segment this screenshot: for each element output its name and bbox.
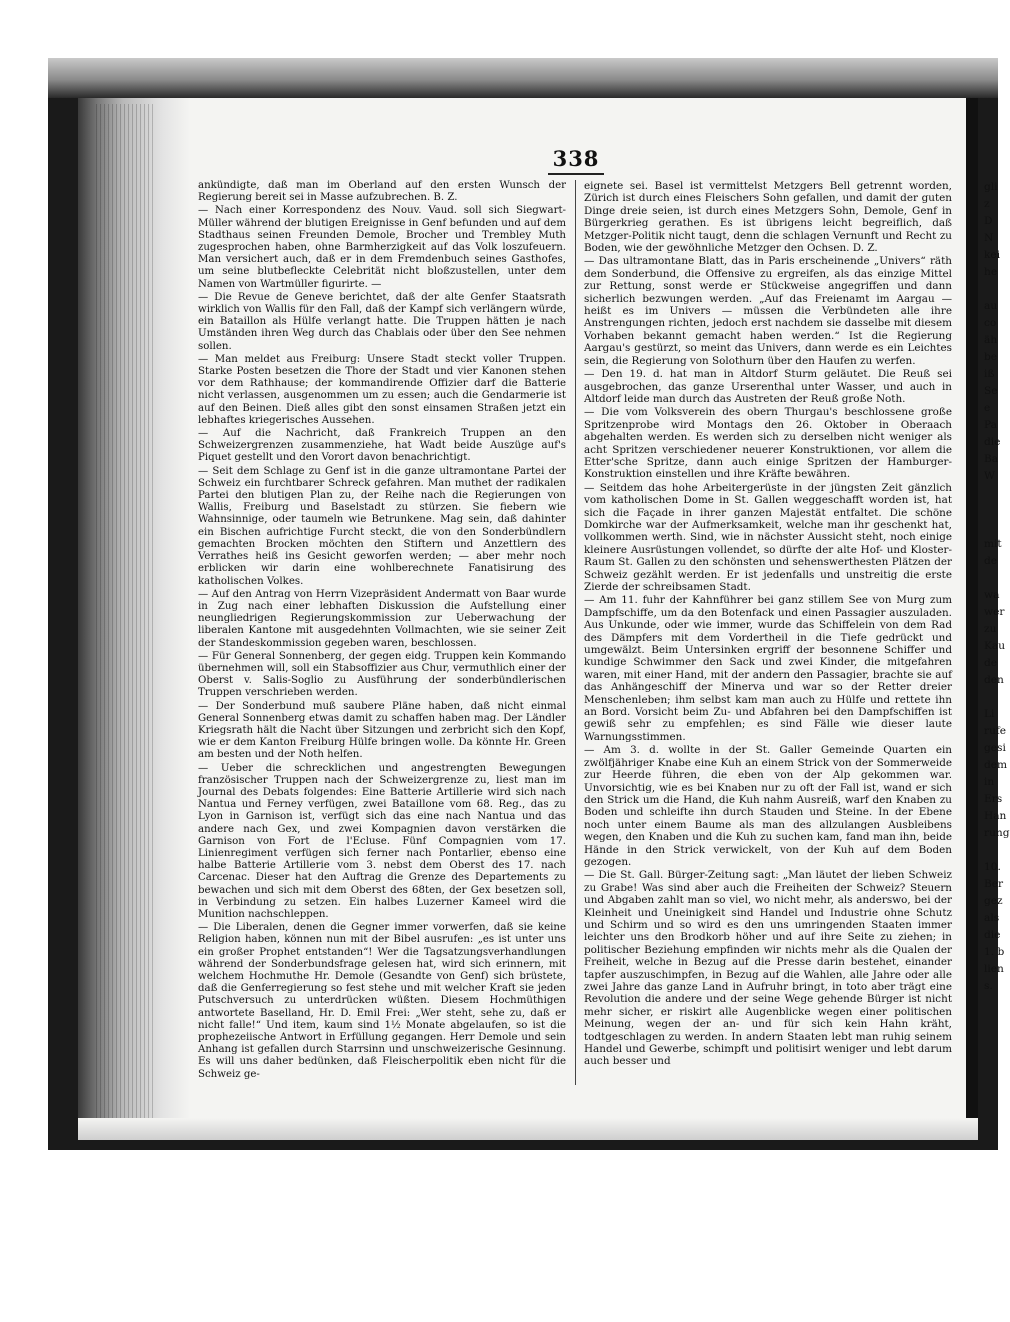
article-paragraph: eignete sei. Basel ist vermittelst Metzgers Bell getrennt worden, Zürich ist durch eines Fleischers Sohn gefallen, und damit der guten Dinge dreie seien, ist durch eines Metzgers Sohn, Demole, Genf in Bürgerkrieg gerathen. Es ist übrigens leicht begreiflich, daß Metzger-Politik nicht taugt, denn die schlagen Vernunft und Recht zu Boden, wie der gewöhnliche Metzger den Ochsen. D. Z.	[584, 180, 952, 255]
fragment-line: die	[984, 929, 1001, 941]
fragment-line: D	[984, 215, 993, 227]
fragment-line: in	[984, 776, 995, 788]
fragment-line: iß	[984, 368, 995, 380]
fragment-line	[984, 503, 1000, 520]
article-paragraph: — Seit dem Schlage zu Genf ist in die ganze ultramontane Partei der Schweiz ein furchtbarer Schreck gefahren. Man muthet der radikalen Partei den blutigen Plan zu, der Reihe nach die Regierungen von Wallis, Freiburg und Baselstadt zu stürzen. Sie fiebern wie Wahnsinnige, oder taumeln wie Betrunkene. Mag sein, daß dahinter ein Bischen aufrichtige Furcht steckt, die von den Sonderbündlern gemachten Brocken möchten den Stiftern und Anzettlern des Verrathes heiß ins Gesicht geworfen werden; — aber mehr noch erblicken wir darin eine wohlberechnete Fanatisirung des katholischen Volkes.	[198, 465, 566, 587]
fragment-line: die	[984, 436, 1001, 448]
fragment-line: äh	[984, 334, 998, 346]
fragment-line: de	[984, 657, 998, 669]
scan-top-strip	[48, 58, 998, 98]
fragment-line: gesi	[984, 742, 1006, 754]
fragment-line: e	[984, 402, 991, 414]
fragment-line: he	[984, 266, 998, 278]
article-paragraph: — Man meldet aus Freiburg: Unsere Stadt steckt voller Truppen. Starke Posten besetzen die Thore der Stadt und vier Kanonen stehen vor dem Rathhause; der kommandirende Offizier darf die Batterie nicht verlassen, ausgenommen um zu essen; auch die Gendarmerie ist auf den Beinen. Dieß alles gibt den sonst einsamen Straßen jetzt ein lebhaftes kriegerisches Aussehen.	[198, 353, 566, 426]
fragment-line: wa	[984, 589, 1000, 601]
fragment-line	[984, 690, 1000, 707]
fragment-line: gli	[984, 181, 998, 193]
page-fold	[966, 98, 978, 1140]
fragment-line	[984, 571, 1000, 588]
page-number-underline	[548, 173, 604, 175]
fragment-line	[984, 486, 1000, 503]
article-paragraph: — Nach einer Korrespondenz des Nouv. Vaud. soll sich Siegwart-Müller während der blutigen Ereignisse in Genf befunden und auf dem Stadthaus seinen Freunden Demole, Brocher und Trembley Muth zugesprochen haben, ohne Barmherzigkeit auf das Volk loszufeuern. Man versichert auch, daß er in dem Fremdenbuch seines Gasthofes, um seine blutbefleckte Celebrität nicht bloßzustellen, unter dem Namen von Wartmüller figurirte. —	[198, 205, 566, 290]
fragment-line: rufe	[984, 725, 1007, 737]
fragment-line	[984, 282, 1000, 299]
fragment-line: Ba	[984, 453, 999, 465]
fragment-line: rung	[984, 827, 1010, 839]
fragment-line: 10.	[984, 861, 1001, 873]
fragment-line: zu	[984, 623, 997, 635]
fragment-line: kei	[984, 249, 1001, 261]
article-paragraph: ankündigte, daß man im Oberland auf den ersten Wunsch der Regierung bereit sei in Masse aufzubrechen. B. Z.	[198, 180, 566, 204]
fragment-line: Ber	[984, 878, 1004, 890]
article-paragraph: — Den 19. d. hat man in Altdorf Sturm geläutet. Die Reuß sei ausgebrochen, das ganze Urserenthal unter Wasser, und auch in Altdorf leide man durch das Austreten der Reuß große Noth.	[584, 368, 952, 405]
fragment-line: den	[984, 674, 1004, 686]
fragment-line: 1. b	[984, 946, 1005, 958]
left-text-column	[198, 180, 566, 1081]
article-paragraph: — Der Sonderbund muß saubere Pläne haben, daß nicht einmal General Sonnenberg etwas damit zu schaffen haben mag. Der Ländler Kriegsrath hält die Nacht über Sitzungen und zerbricht sich den Kopf, wie er dem Kanton Freiburg Hülfe bringen wolle. Da könnte Hr. Green am besten und der Noth helfen.	[198, 700, 566, 761]
fragment-line: Se	[984, 385, 998, 397]
fragment-line: lien	[984, 963, 1004, 975]
page-number: 338	[552, 146, 600, 171]
page-edges	[96, 104, 156, 1134]
fragment-line: mit	[984, 538, 1002, 550]
fragment-line: co	[984, 317, 997, 329]
fragment-line: au	[984, 300, 998, 312]
article-paragraph: — Für General Sonnenberg, der gegen eidg. Truppen kein Kommando übernehmen will, soll ein Stabsoffizier aus Chur, vermuthlich einer der Oberst v. Salis-Soglio zu Ausführung der sonderbündlerischen Truppen verschrieben werden.	[198, 650, 566, 699]
next-page-fragment-column	[984, 180, 1010, 1020]
article-paragraph: — Die vom Volksverein des obern Thurgau's beschlossene große Spritzenprobe wird Montags den 26. Oktober in Oberaach abgehalten werden. Es werden sich zu derselben nicht weniger als acht Spritzen verschiedener neuerer Konstruktionen, vor allem die Etter'sche Spritze, dann auch einige Spritzen der Hamburger-Konstruktion einstellen und ihre Kräfte bewähren.	[584, 406, 952, 481]
fragment-line: N	[984, 232, 994, 244]
fragment-line: W	[984, 470, 995, 482]
fragment-line: z	[984, 198, 990, 210]
fragment-line: Han	[984, 810, 1007, 822]
article-paragraph: — Das ultramontane Blatt, das in Paris erscheinende „Univers“ räth dem Sonderbund, die Offensive zu ergreifen, als das einzige Mittel zur Rettung, sonst werde er Stückweise angegriffen und dann sicherlich bezwungen werden. „Auf das Freienamt im Aargau — heißt es im Univers — müssen die Verbündeten alle ihre Anstrengungen richten, jedoch erst nachdem sie dasselbe mit diesem Vorhaben bekannt gemacht haben werden.“ Ist die Regierung Aargau's gestürzt, so meint das Univers, dann werde es ein Leichtes sein, die Regierung von Solothurn über den Haufen zu werfen.	[584, 255, 952, 367]
article-paragraph: — Am 11. fuhr der Kahnführer bei ganz stillem See von Murg zum Dampfschiffe, um da den Botenfack und einen Passagier auszuladen. Aus Unkunde, oder wie immer, wurde das Schiffelein von dem Rad des Dämpfers mit dem Vordertheil in die Tiefe gedrückt und umgewälzt. Beim Untersinken ergriff der besonnene Schiffer und kundige Schwimmer den Sack und zwei Kinder, die mitgefahren waren, mit einer Hand, mit der andern den Passagier, brachte sie auf das Anhängeschiff der Minerva und war so der Retter dreier Menschenleben; ihm selbst kam man auch zu Hülfe und rettete ihn an Bord. Vorsicht beim Zu- und Abfahren bei den Dampfschiffen ist gewiß sehr zu empfehlen; es sind Fälle wie dieser laute Warnungsstimmen.	[584, 594, 952, 743]
fragment-line	[984, 843, 1000, 860]
fragment-line: de	[984, 555, 998, 567]
article-paragraph: — Ueber die schrecklichen und angestrengten Bewegungen französischer Truppen nach der Schweizergrenze zu, liest man im Journal des Debats folgendes: Eine Batterie Artillerie wird sich nach Nantua und Ferney verfügen, zwei Bataillone vom 68. Reg., das zu Lyon in Garnison ist, verfügt sich das eine nach Nantua und das andere nach Gex, und zwei Kompagnien davon verstärken die Garnison von Fort de l'Ecluse. Fünf Compagnien vom 17. Linienregiment verfügen sich ferner nach Pontarlier, ebenso eine halbe Batterie Artillerie vom 3. nebst dem Oberst des 17. nach Carcenac. Dieser hat den Auftrag die Grenze des Departements zu bewachen und sich mit dem Oberst des 68ten, der Gex besetzen soll, in Verbindung zu setzen. Ein halbes Luzerner Kameel wird die Munition nachschleppen.	[198, 762, 566, 920]
fragment-line: wer	[984, 606, 1005, 618]
article-paragraph: — Auf den Antrag von Herrn Vizepräsident Andermatt von Baar wurde in Zug nach einer lebhaften Diskussion die Aufstellung einer neungliedrigen Regierungskommission zur Ueberwachung der liberalen Kantone mit ausgedehnten Vollmachten, wie sie seiner Zeit der Standeskommission gegeben waren, beschlossen.	[198, 588, 566, 649]
fragment-line: gez	[984, 895, 1003, 907]
column-divider	[575, 180, 576, 1085]
article-paragraph: — Auf die Nachricht, daß Frankreich Truppen an den Schweizergrenzen zusammenziehe, hat Wadt beide Auszüge auf's Piquet gestellt und den Vorort davon benachrichtigt.	[198, 428, 566, 464]
article-paragraph: — Die Liberalen, denen die Gegner immer vorwerfen, daß sie keine Religion haben, können nun mit der Bibel ausrufen: „es ist unter uns ein großer Prophet entstanden“! Wer die Tagsatzungsverhandlungen während der Sonderbundsfrage gelesen hat, wird sich erinnern, mit welchem Hochmuthe Hr. Demole (Gesandte von Genf) sich brüstete, daß die Genferregierung so fest stehe und mit welcher Kraft sie jeden Putschversuch zu unterdrücken wüßten. Diesem Hochmüthigen antwortete Baselland, Hr. D. Emil Frei: „Wer steht, sehe zu, daß er nicht falle!“ Und item, kaum sind 1½ Monate abgelaufen, so ist die prophezeiische Antwort in Erfüllung gegangen. Herr Demole und sein Anhang ist gefallen durch Starrsinn und unschweizerische Gesinnung. Es will uns daher bedünken, daß Fleischerpolitik eben nicht für die Schweiz ge-	[198, 922, 566, 1080]
fragment-line: Ers	[984, 793, 1003, 805]
article-paragraph: — Die St. Gall. Bürger-Zeitung sagt: „Man läutet der lieben Schweiz zu Grabe! Was sind aber auch die Freiheiten der Schweiz? Steuern und Abgaben zahlt man so viel, wo nicht mehr, als anderswo, bei der Kleinheit und Uneinigkeit sind Handel und Industrie ohne Schutz und Schirm und so wird es den uns umringenden Staaten immer leichter uns den Brodkorb höher und auf ihre Seite zu ziehen; in politischer Beziehung empfinden wir nichts mehr als die Qualen der Freiheit, welche in Bezug auf die Presse darin bestehet, einander tapfer auszuschimpfen, in Bezug auf die Wahlen, alle Jahre oder alle zwei Jahre das ganze Land in Aufruhr bringt, in toto aber trägt eine Revolution die andere und der seine Wege gehende Bürger ist nicht mehr sicher, er riskirt alle Augenblicke wegen einer politischen Meinung, wegen der an- und für sich kein Hahn kräht, todtgeschlagen zu werden. In andern Staaten lebt man ruhig seinem Handel und Gewerbe, schimpft und politisirt weniger und lebt darum auch besser und	[584, 869, 952, 1068]
page-bottom-shade	[78, 1118, 978, 1140]
article-paragraph: — Die Revue de Geneve berichtet, daß der alte Genfer Staatsrath wirklich von Wallis für den Fall, daß der Kampf sich verlängern würde, ein Bataillon als Hülfe verlangt hatte. Die Truppen hätten je nach Umständen ihren Weg durch das Chablais oder über den See nehmen sollen.	[198, 291, 566, 352]
fragment-line: s.	[984, 980, 993, 992]
fragment-line: Kau	[984, 640, 1006, 652]
article-paragraph: — Am 3. d. wollte in der St. Galler Gemeinde Quarten ein zwölfjähriger Knabe eine Kuh an einem Strick von der Sommerweide zur Heerde führen, die eben von der Alp gekommen war. Unvorsichtig, wie es bei Knaben nur zu oft der Fall ist, wand er sich den Strick um die Hand, die Kuh nahm Ausreiß, warf den Knaben zu Boden und schleifte ihn durch Stauden und Steine. In der Ebene noch unter einem Baume als man des allzulangen Ausbleibens wegen, den Knaben und die Kuh zu suchen kam, fand man ihn, beide Hände in den Strick verwickelt, von der Kuh auf dem Boden gezogen.	[584, 744, 952, 868]
fragment-line: dem	[984, 759, 1008, 771]
fragment-line: be	[984, 351, 998, 363]
fragment-line: Pa	[984, 419, 997, 431]
fragment-line: als	[984, 912, 1000, 924]
fragment-line: Li	[984, 708, 995, 720]
article-paragraph: — Seitdem das hohe Arbeitergerüste in der jüngsten Zeit gänzlich vom katholischen Dome in St. Gallen weggeschafft worden ist, hat sich die Façade in ihrer ganzen Majestät entfaltet. Die schöne Domkirche war der Aufmerksamkeit, welche man ihr geschenkt hat, vollkommen werth. Sind, wie in nächster Aussicht steht, noch einige kleinere Ausrüstungen vollendet, so dürfte der alte Hof- und Kloster-Raum St. Gallen zu den schönsten und sehenswerthesten Plätzen der Schweiz gezählt werden. Er ist jedenfalls und unstreitig die erste Zierde der schreibsamen Stadt.	[584, 481, 952, 593]
right-text-column	[584, 180, 952, 1068]
fragment-line	[984, 520, 1000, 537]
